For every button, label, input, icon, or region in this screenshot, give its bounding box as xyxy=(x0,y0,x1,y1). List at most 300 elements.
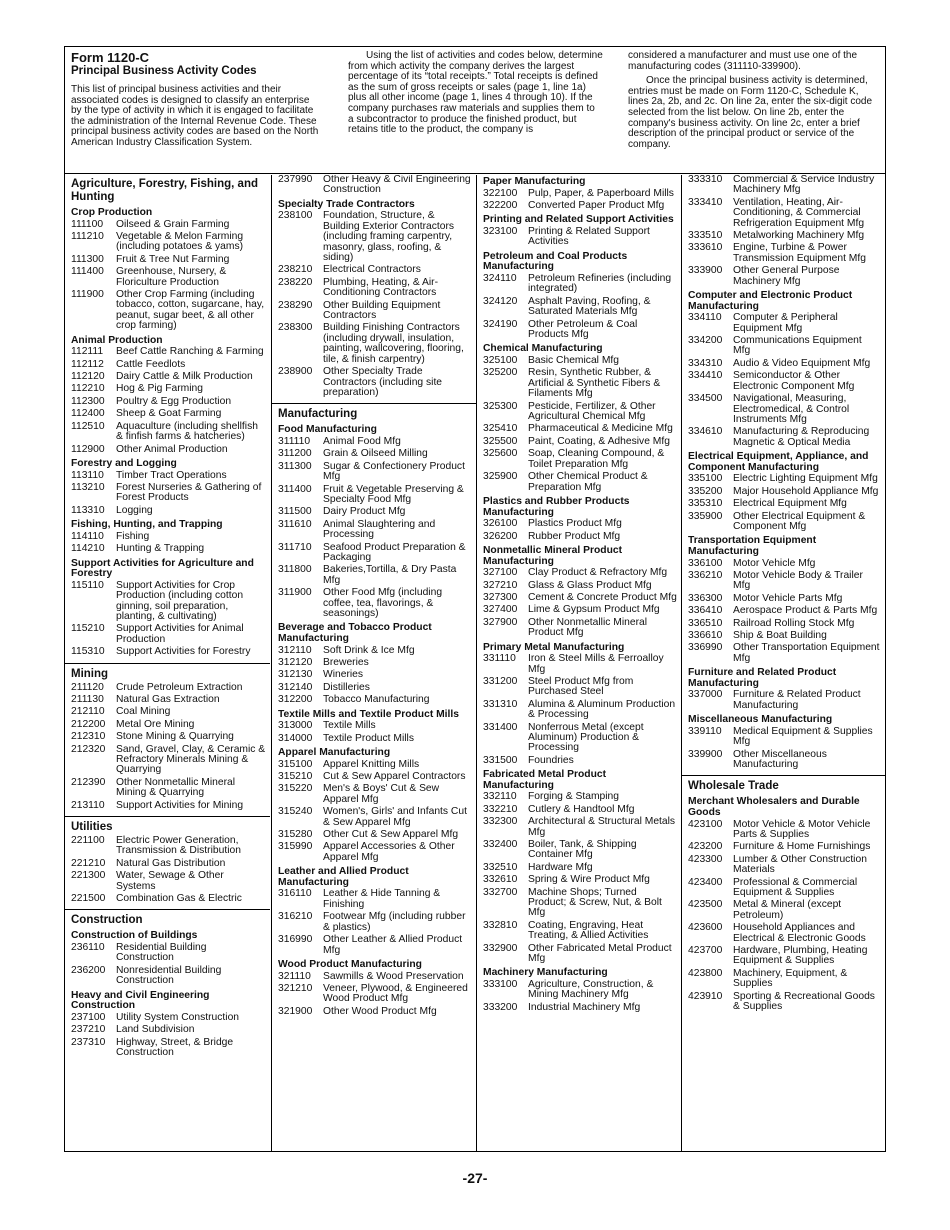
activity-code: 332510 xyxy=(483,861,518,873)
activity-code: 326200 xyxy=(483,530,518,542)
code-row xyxy=(682,946,885,969)
subsector-heading: Computer and Electronic Product Manufacturing xyxy=(688,290,853,312)
subsector-heading: Printing and Related Support Activities xyxy=(483,214,674,226)
code-row xyxy=(682,198,885,231)
code-row xyxy=(682,842,885,854)
code-row xyxy=(682,394,885,427)
activity-code: 212200 xyxy=(71,718,106,730)
code-row xyxy=(272,265,476,277)
subsector-heading: Wood Product Manufacturing xyxy=(278,958,422,970)
activity-description: Industrial Machinery Mfg xyxy=(528,1001,641,1013)
code-row xyxy=(65,801,270,813)
activity-code: 238220 xyxy=(278,276,313,288)
activity-description: Alumina & Aluminum Production & Processing xyxy=(528,698,676,721)
subsector-heading: Electrical Equipment, Appliance, and Component Manufacturing xyxy=(688,451,869,473)
activity-code: 324190 xyxy=(483,318,518,330)
activity-description: Electrical Equipment Mfg xyxy=(733,498,847,510)
code-row xyxy=(477,605,681,617)
activity-description: Sporting & Recreational Goods & Supplies xyxy=(733,990,875,1013)
code-row xyxy=(477,201,681,213)
code-row xyxy=(65,647,270,659)
activity-description: Textile Mills xyxy=(323,720,376,732)
subsector-heading: Beverage and Tobacco Product Manufacturing xyxy=(278,622,432,644)
code-row xyxy=(272,1007,476,1019)
activity-description: Wineries xyxy=(323,669,364,681)
activity-code: 327900 xyxy=(483,616,518,628)
code-row xyxy=(65,624,270,647)
activity-description: Medical Equipment & Supplies Mfg xyxy=(733,725,873,748)
activity-description: Lumber & Other Construction Materials xyxy=(733,853,867,876)
subsector-heading: Plastics and Rubber Products Manufacturing xyxy=(483,495,630,518)
activity-description: Manufacturing & Reproducing Magnetic & Optical Media xyxy=(733,426,870,448)
activity-code: 337000 xyxy=(688,689,723,701)
activity-code: 113310 xyxy=(71,504,105,516)
activity-code: 333900 xyxy=(688,265,723,277)
activity-code: 112120 xyxy=(71,371,105,383)
activity-description: Oilseed & Grain Farming xyxy=(116,218,230,230)
activity-description: Machine Shops; Turned Product; & Screw, Nut, & Bolt Mfg xyxy=(528,886,662,919)
activity-code: 111900 xyxy=(71,289,104,301)
activity-code: 221100 xyxy=(71,835,105,847)
activity-code: 331200 xyxy=(483,675,518,687)
code-row xyxy=(682,923,885,946)
activity-description: Nonferrous Metal (except Aluminum) Production & Processing xyxy=(528,721,644,754)
page-number: -27- xyxy=(462,1170,488,1186)
code-row xyxy=(65,445,270,457)
subsector-heading: Miscellaneous Manufacturing xyxy=(688,714,833,726)
code-row xyxy=(477,618,681,641)
activity-code: 311200 xyxy=(278,448,312,460)
activity-description: Furniture & Related Product Manufacturing xyxy=(733,689,861,711)
activity-description: Vegetable & Melon Farming (including potatoes & yams) xyxy=(116,231,244,253)
activity-code: 423800 xyxy=(688,967,723,979)
code-row xyxy=(272,734,476,746)
activity-code: 212310 xyxy=(71,731,106,743)
activity-description: Machinery, Equipment, & Supplies xyxy=(733,967,848,990)
code-row xyxy=(682,427,885,450)
code-row xyxy=(272,507,476,519)
activity-code: 325410 xyxy=(483,423,518,435)
activity-description: Cattle Feedlots xyxy=(116,358,186,370)
activity-code: 311800 xyxy=(278,564,312,576)
activity-code: 238290 xyxy=(278,299,313,311)
code-row xyxy=(65,871,270,894)
activity-code: 333610 xyxy=(688,242,723,254)
code-row xyxy=(65,581,270,625)
code-row xyxy=(477,921,681,944)
subsector-heading: Apparel Manufacturing xyxy=(278,747,391,759)
activity-code: 212320 xyxy=(71,743,106,755)
subsector-heading: Machinery Manufacturing xyxy=(483,967,608,979)
activity-description: Veneer, Plywood, & Engineered Wood Product Mfg xyxy=(323,982,468,1005)
activity-code: 327400 xyxy=(483,604,518,616)
activity-description: Railroad Rolling Stock Mfg xyxy=(733,617,855,629)
activity-code: 332210 xyxy=(483,803,518,815)
activity-description: Aerospace Product & Parts Mfg xyxy=(733,605,878,617)
code-row xyxy=(477,297,681,320)
subsector-heading: Forestry and Logging xyxy=(71,457,177,469)
code-row xyxy=(272,984,476,1007)
activity-description: Household Appliances and Electrical & Electronic Goods xyxy=(733,922,866,944)
subsector-heading: Textile Mills and Textile Product Mills xyxy=(278,708,459,720)
activity-code: 112400 xyxy=(71,408,105,420)
code-row xyxy=(477,402,681,425)
activity-code: 238210 xyxy=(278,264,313,276)
activity-code: 237100 xyxy=(71,1011,106,1023)
activity-description: Other Petroleum & Coal Products Mfg xyxy=(528,318,638,341)
activity-description: Aquaculture (including shellfish & finfish farms & hatcheries) xyxy=(116,420,258,443)
activity-code: 321900 xyxy=(278,1005,313,1017)
activity-description: Animal Slaughtering and Processing xyxy=(323,518,436,541)
activity-description: Other Heavy & Civil Engineering Construction xyxy=(323,175,471,196)
activity-code: 238900 xyxy=(278,366,313,378)
activity-description: Cutlery & Handtool Mfg xyxy=(528,803,635,815)
activity-code: 334500 xyxy=(688,393,723,405)
code-row xyxy=(272,935,476,958)
activity-description: Metalworking Machinery Mfg xyxy=(733,230,865,242)
activity-description: Grain & Oilseed Milling xyxy=(323,448,428,460)
header-column-instructions xyxy=(348,51,603,136)
code-row xyxy=(477,424,681,436)
activity-code: 336210 xyxy=(688,569,723,581)
code-row xyxy=(65,836,270,859)
activity-description: Hunting & Trapping xyxy=(116,543,205,555)
activity-code: 315100 xyxy=(278,758,313,770)
code-row xyxy=(682,571,885,594)
codes-column-4 xyxy=(681,175,885,1151)
activity-description: Pharmaceutical & Medicine Mfg xyxy=(528,423,673,435)
activity-code: 333510 xyxy=(688,230,723,242)
activity-description: Crude Petroleum Extraction xyxy=(116,681,243,693)
activity-code: 312130 xyxy=(278,669,313,681)
activity-code: 327300 xyxy=(483,591,518,603)
activity-description: Apparel Knitting Mills xyxy=(323,758,420,770)
code-row xyxy=(272,670,476,682)
activity-code: 332400 xyxy=(483,839,518,850)
code-row xyxy=(682,643,885,666)
sector-heading: Utilities xyxy=(65,816,270,836)
activity-code: 314000 xyxy=(278,732,313,744)
activity-description: Furniture & Home Furnishings xyxy=(733,841,871,853)
activity-code: 114210 xyxy=(71,543,105,555)
code-row xyxy=(65,1038,270,1061)
activity-code: 213110 xyxy=(71,799,105,811)
code-row xyxy=(65,290,270,334)
activity-description: Other Building Equipment Contractors xyxy=(323,299,441,322)
activity-code: 237310 xyxy=(71,1036,106,1048)
activity-description: Ventilation, Heating, Air-Conditioning, & Commercial Refrigeration Equipment Mfg xyxy=(733,196,865,229)
code-row xyxy=(477,723,681,756)
code-row xyxy=(65,732,270,744)
activity-description: Combination Gas & Electric xyxy=(116,893,242,905)
activity-description: Paint, Coating, & Adhesive Mfg xyxy=(528,435,670,447)
header-column-entry xyxy=(628,51,878,150)
code-row xyxy=(682,690,885,713)
activity-code: 322200 xyxy=(483,200,518,211)
activity-description: Coal Mining xyxy=(116,706,171,718)
activity-description: Leather & Hide Tanning & Finishing xyxy=(323,888,441,910)
activity-code: 315280 xyxy=(278,829,313,841)
code-row xyxy=(272,912,476,935)
code-row xyxy=(477,756,681,768)
activity-description: Engine, Turbine & Power Transmission Equipment Mfg xyxy=(733,242,866,264)
activity-code: 423500 xyxy=(688,899,723,911)
activity-description: Timber Tract Operations xyxy=(116,469,227,481)
activity-description: Electric Power Generation, Transmission & Distribution xyxy=(116,835,241,857)
activity-code: 221300 xyxy=(71,870,106,882)
code-row xyxy=(65,409,270,421)
activity-code: 315220 xyxy=(278,783,313,795)
activity-description: Petroleum Refineries (including integrated) xyxy=(528,273,672,295)
activity-code: 112900 xyxy=(71,443,105,455)
activity-description: Metal Ore Mining xyxy=(116,718,195,730)
activity-description: Printing & Related Support Activities xyxy=(528,226,650,248)
activity-code: 334310 xyxy=(688,357,723,369)
activity-code: 331110 xyxy=(483,653,516,665)
activity-code: 325900 xyxy=(483,471,518,483)
activity-code: 321110 xyxy=(278,970,311,982)
subsector-heading: Transportation Equipment Manufacturing xyxy=(688,535,817,557)
activity-code: 325500 xyxy=(483,435,518,447)
form-subtitle: Principal Business Activity Codes xyxy=(71,65,257,77)
activity-description: Stone Mining & Quarrying xyxy=(116,731,234,743)
activity-code: 311300 xyxy=(278,460,312,472)
activity-description: Textile Product Mills xyxy=(323,732,414,744)
header-column-intro xyxy=(71,51,321,149)
code-row xyxy=(477,654,681,677)
code-row xyxy=(682,855,885,878)
activity-code: 332700 xyxy=(483,886,518,898)
subsector-heading: Support Activities for Agriculture and Forestry xyxy=(71,557,254,580)
activity-code: 321210 xyxy=(278,982,313,994)
activity-description: Nonresidential Building Construction xyxy=(116,964,222,987)
code-row xyxy=(272,449,476,461)
code-row xyxy=(65,267,270,290)
code-row xyxy=(272,323,476,367)
code-row xyxy=(272,175,476,198)
activity-code: 336410 xyxy=(688,605,723,617)
subsector-heading: Merchant Wholesalers and Durable Goods xyxy=(688,796,860,818)
activity-code: 334110 xyxy=(688,312,722,324)
activity-code: 115110 xyxy=(71,579,104,591)
activity-code: 336990 xyxy=(688,642,723,654)
code-row xyxy=(682,992,885,1015)
activity-description: Utility System Construction xyxy=(116,1011,240,1023)
activity-code: 336510 xyxy=(688,617,723,629)
code-row xyxy=(65,347,270,359)
activity-description: Other Nonmetallic Mineral Mining & Quarrying xyxy=(116,776,236,799)
activity-code: 113110 xyxy=(71,469,104,481)
activity-description: Animal Food Mfg xyxy=(323,435,401,447)
code-row xyxy=(477,1003,681,1015)
activity-description: Hardware Mfg xyxy=(528,861,593,873)
activity-description: Fishing xyxy=(116,530,150,542)
code-row xyxy=(65,384,270,396)
code-row xyxy=(682,606,885,618)
activity-description: Motor Vehicle Parts Mfg xyxy=(733,592,843,604)
activity-code: 115310 xyxy=(71,646,105,658)
activity-code: 315990 xyxy=(278,841,313,853)
activity-description: Hardware, Plumbing, Heating Equipment & Supplies xyxy=(733,945,868,967)
activity-code: 112300 xyxy=(71,395,105,407)
activity-code: 339900 xyxy=(688,748,723,760)
activity-code: 312110 xyxy=(278,644,312,656)
activity-code: 335310 xyxy=(688,498,723,510)
code-row xyxy=(477,368,681,401)
activity-code: 334200 xyxy=(688,335,723,347)
activity-code: 313000 xyxy=(278,720,313,732)
activity-code: 112210 xyxy=(71,383,105,395)
code-row xyxy=(477,320,681,343)
activity-code: 423400 xyxy=(688,876,723,888)
activity-code: 112112 xyxy=(71,358,104,370)
header-section xyxy=(65,47,885,174)
subsector-heading: Furniture and Related Product Manufacturing xyxy=(688,667,837,689)
activity-description: Navigational, Measuring, Electromedical, & Control Instruments Mfg xyxy=(733,393,850,425)
activity-description: Natural Gas Extraction xyxy=(116,693,220,705)
activity-code: 331500 xyxy=(483,754,518,766)
activity-description: Building Finishing Contractors (including drywall, insulation, painting, wallcovering, flooring, tile, & finish carpentry) xyxy=(323,322,464,365)
activity-code: 316110 xyxy=(278,888,312,900)
activity-description: Coating, Engraving, Heat Treating, & Allied Activities xyxy=(528,919,649,942)
code-row xyxy=(272,462,476,485)
activity-description: Support Activities for Animal Production xyxy=(116,623,244,645)
code-row xyxy=(477,472,681,495)
activity-code: 336300 xyxy=(688,592,723,604)
activity-description: Metal & Mineral (except Petroleum) xyxy=(733,899,842,921)
activity-description: Electric Lighting Equipment Mfg xyxy=(733,473,878,485)
code-row xyxy=(477,677,681,700)
activity-code: 335100 xyxy=(688,473,723,485)
activity-code: 333200 xyxy=(483,1001,518,1013)
sector-heading: Wholesale Trade xyxy=(682,775,885,795)
activity-description: Boiler, Tank, & Shipping Container Mfg xyxy=(528,839,637,861)
codes-column-3 xyxy=(476,175,681,1151)
activity-description: Steel Product Mfg from Purchased Steel xyxy=(528,675,634,698)
activity-code: 323100 xyxy=(483,226,518,237)
activity-description: Natural Gas Distribution xyxy=(116,857,226,869)
code-row xyxy=(65,943,270,966)
form-title: Form 1120-C xyxy=(71,50,150,65)
entry-paragraph: Once the principal business activity is determined, entries must be made on Form 1120-C, Schedule K, lines 2a, 2b, and 2c. On line 2a, enter the six-digit code selected from the list below. On line 2b, enter the company's business activity. On line 2c, enter a brief description of the principal product or service of the company. xyxy=(628,75,873,150)
activity-description: Other Nonmetallic Mineral Product Mfg xyxy=(528,616,648,639)
activity-description: Forging & Stamping xyxy=(528,791,620,803)
activity-code: 236200 xyxy=(71,964,106,976)
code-row xyxy=(272,301,476,324)
activity-description: Support Activities for Mining xyxy=(116,799,244,811)
activity-description: Communications Equipment Mfg xyxy=(733,335,862,357)
activity-code: 322100 xyxy=(483,187,518,199)
activity-description: Spring & Wire Product Mfg xyxy=(528,874,650,886)
activity-code: 332900 xyxy=(483,942,518,954)
code-row xyxy=(477,817,681,840)
activity-code: 316210 xyxy=(278,911,313,923)
activity-code: 333410 xyxy=(688,196,723,208)
activity-code: 311710 xyxy=(278,541,312,553)
activity-code: 335200 xyxy=(688,485,723,497)
activity-description: Other Electrical Equipment & Component Mfg xyxy=(733,510,866,532)
subsector-heading: Nonmetallic Mineral Product Manufacturing xyxy=(483,544,623,567)
activity-description: Sand, Gravel, Clay, & Ceramic & Refractory Minerals Mining & Quarrying xyxy=(116,743,266,776)
code-row xyxy=(272,485,476,508)
activity-description: Distilleries xyxy=(323,681,370,693)
code-row xyxy=(65,544,270,556)
activity-code: 327100 xyxy=(483,567,518,579)
code-row xyxy=(477,875,681,887)
activity-code: 423200 xyxy=(688,841,723,853)
code-row xyxy=(682,820,885,843)
subsector-heading: Heavy and Civil Engineering Construction xyxy=(71,989,210,1012)
activity-description: Motor Vehicle Mfg xyxy=(733,557,816,569)
code-row xyxy=(272,565,476,588)
activity-description: Breweries xyxy=(323,657,369,668)
code-row xyxy=(682,266,885,289)
code-row xyxy=(477,700,681,723)
activity-description: Computer & Peripheral Equipment Mfg xyxy=(733,312,838,334)
activity-code: 326100 xyxy=(483,518,518,530)
subsector-heading: Specialty Trade Contractors xyxy=(278,198,415,210)
code-row xyxy=(682,313,885,336)
activity-code: 111300 xyxy=(71,253,104,265)
activity-code: 311500 xyxy=(278,506,312,518)
activity-description: Lime & Gypsum Product Mfg xyxy=(528,604,660,616)
activity-code: 423600 xyxy=(688,922,723,934)
subsector-heading: Leather and Allied Product Manufacturing xyxy=(278,866,409,888)
activity-code: 311610 xyxy=(278,518,312,530)
code-row xyxy=(682,878,885,901)
activity-code: 112111 xyxy=(71,346,104,358)
code-row xyxy=(272,842,476,865)
activity-description: Poultry & Egg Production xyxy=(116,395,232,407)
activity-code: 333100 xyxy=(483,979,518,991)
activity-code: 315240 xyxy=(278,806,313,818)
activity-description: Logging xyxy=(116,504,153,516)
activity-description: Other Wood Product Mfg xyxy=(323,1005,437,1017)
code-row xyxy=(477,449,681,472)
activity-description: Soft Drink & Ice Mfg xyxy=(323,644,415,656)
activity-description: Commercial & Service Industry Machinery Mfg xyxy=(733,175,875,196)
subsector-heading: Primary Metal Manufacturing xyxy=(483,641,625,653)
activity-description: Architectural & Structural Metals Mfg xyxy=(528,816,676,838)
activity-code: 111100 xyxy=(71,218,104,230)
activity-code: 332810 xyxy=(483,919,518,931)
activity-code: 237210 xyxy=(71,1024,106,1036)
code-row xyxy=(682,243,885,266)
activity-description: Footwear Mfg (including rubber & plastics) xyxy=(323,911,466,933)
intro-paragraph: This list of principal business activities and their associated codes is designed to classify an enterprise by the type of activity in which it is engaged to facilitate the administration of the Internal Revenue Code. These principal business activity codes are based on the North American Industry Classification System. xyxy=(71,84,319,148)
code-row xyxy=(682,175,885,198)
activity-description: Plastics Product Mfg xyxy=(528,518,622,530)
activity-description: Resin, Synthetic Rubber, & Artificial & Synthetic Fibers & Filaments Mfg xyxy=(528,367,661,400)
code-row xyxy=(682,512,885,535)
activity-description: Other Leather & Allied Product Mfg xyxy=(323,934,463,956)
activity-description: Iron & Steel Mills & Ferroalloy Mfg xyxy=(528,653,664,675)
activity-description: Residential Building Construction xyxy=(116,942,207,964)
code-row xyxy=(272,543,476,566)
activity-code: 312140 xyxy=(278,681,313,693)
activity-code: 335900 xyxy=(688,510,723,522)
activity-code: 238100 xyxy=(278,210,313,222)
activity-code: 333310 xyxy=(688,175,723,185)
activity-description: Other Specialty Trade Contractors (including site preparation) xyxy=(323,366,443,398)
activity-description: Fruit & Tree Nut Farming xyxy=(116,253,230,265)
activity-description: Soap, Cleaning Compound, & Toilet Preparation Mfg xyxy=(528,448,665,470)
instructions-paragraph: Using the list of activities and codes below, determine from which activity the company derives the largest percentage of its “total receipts.” Total receipts is defined as the sum of gross receipts or sales (page 1, line 1a) plus all other income (page 1, lines 4 through 10). If the company purchases raw materials and supplies them to a subcontractor to produce the finished product, but retains title to the product, the company is xyxy=(348,50,603,136)
activity-code: 212390 xyxy=(71,776,106,788)
activity-description: Greenhouse, Nursery, & Floriculture Production xyxy=(116,266,227,288)
code-row xyxy=(65,483,270,506)
code-row xyxy=(272,520,476,543)
